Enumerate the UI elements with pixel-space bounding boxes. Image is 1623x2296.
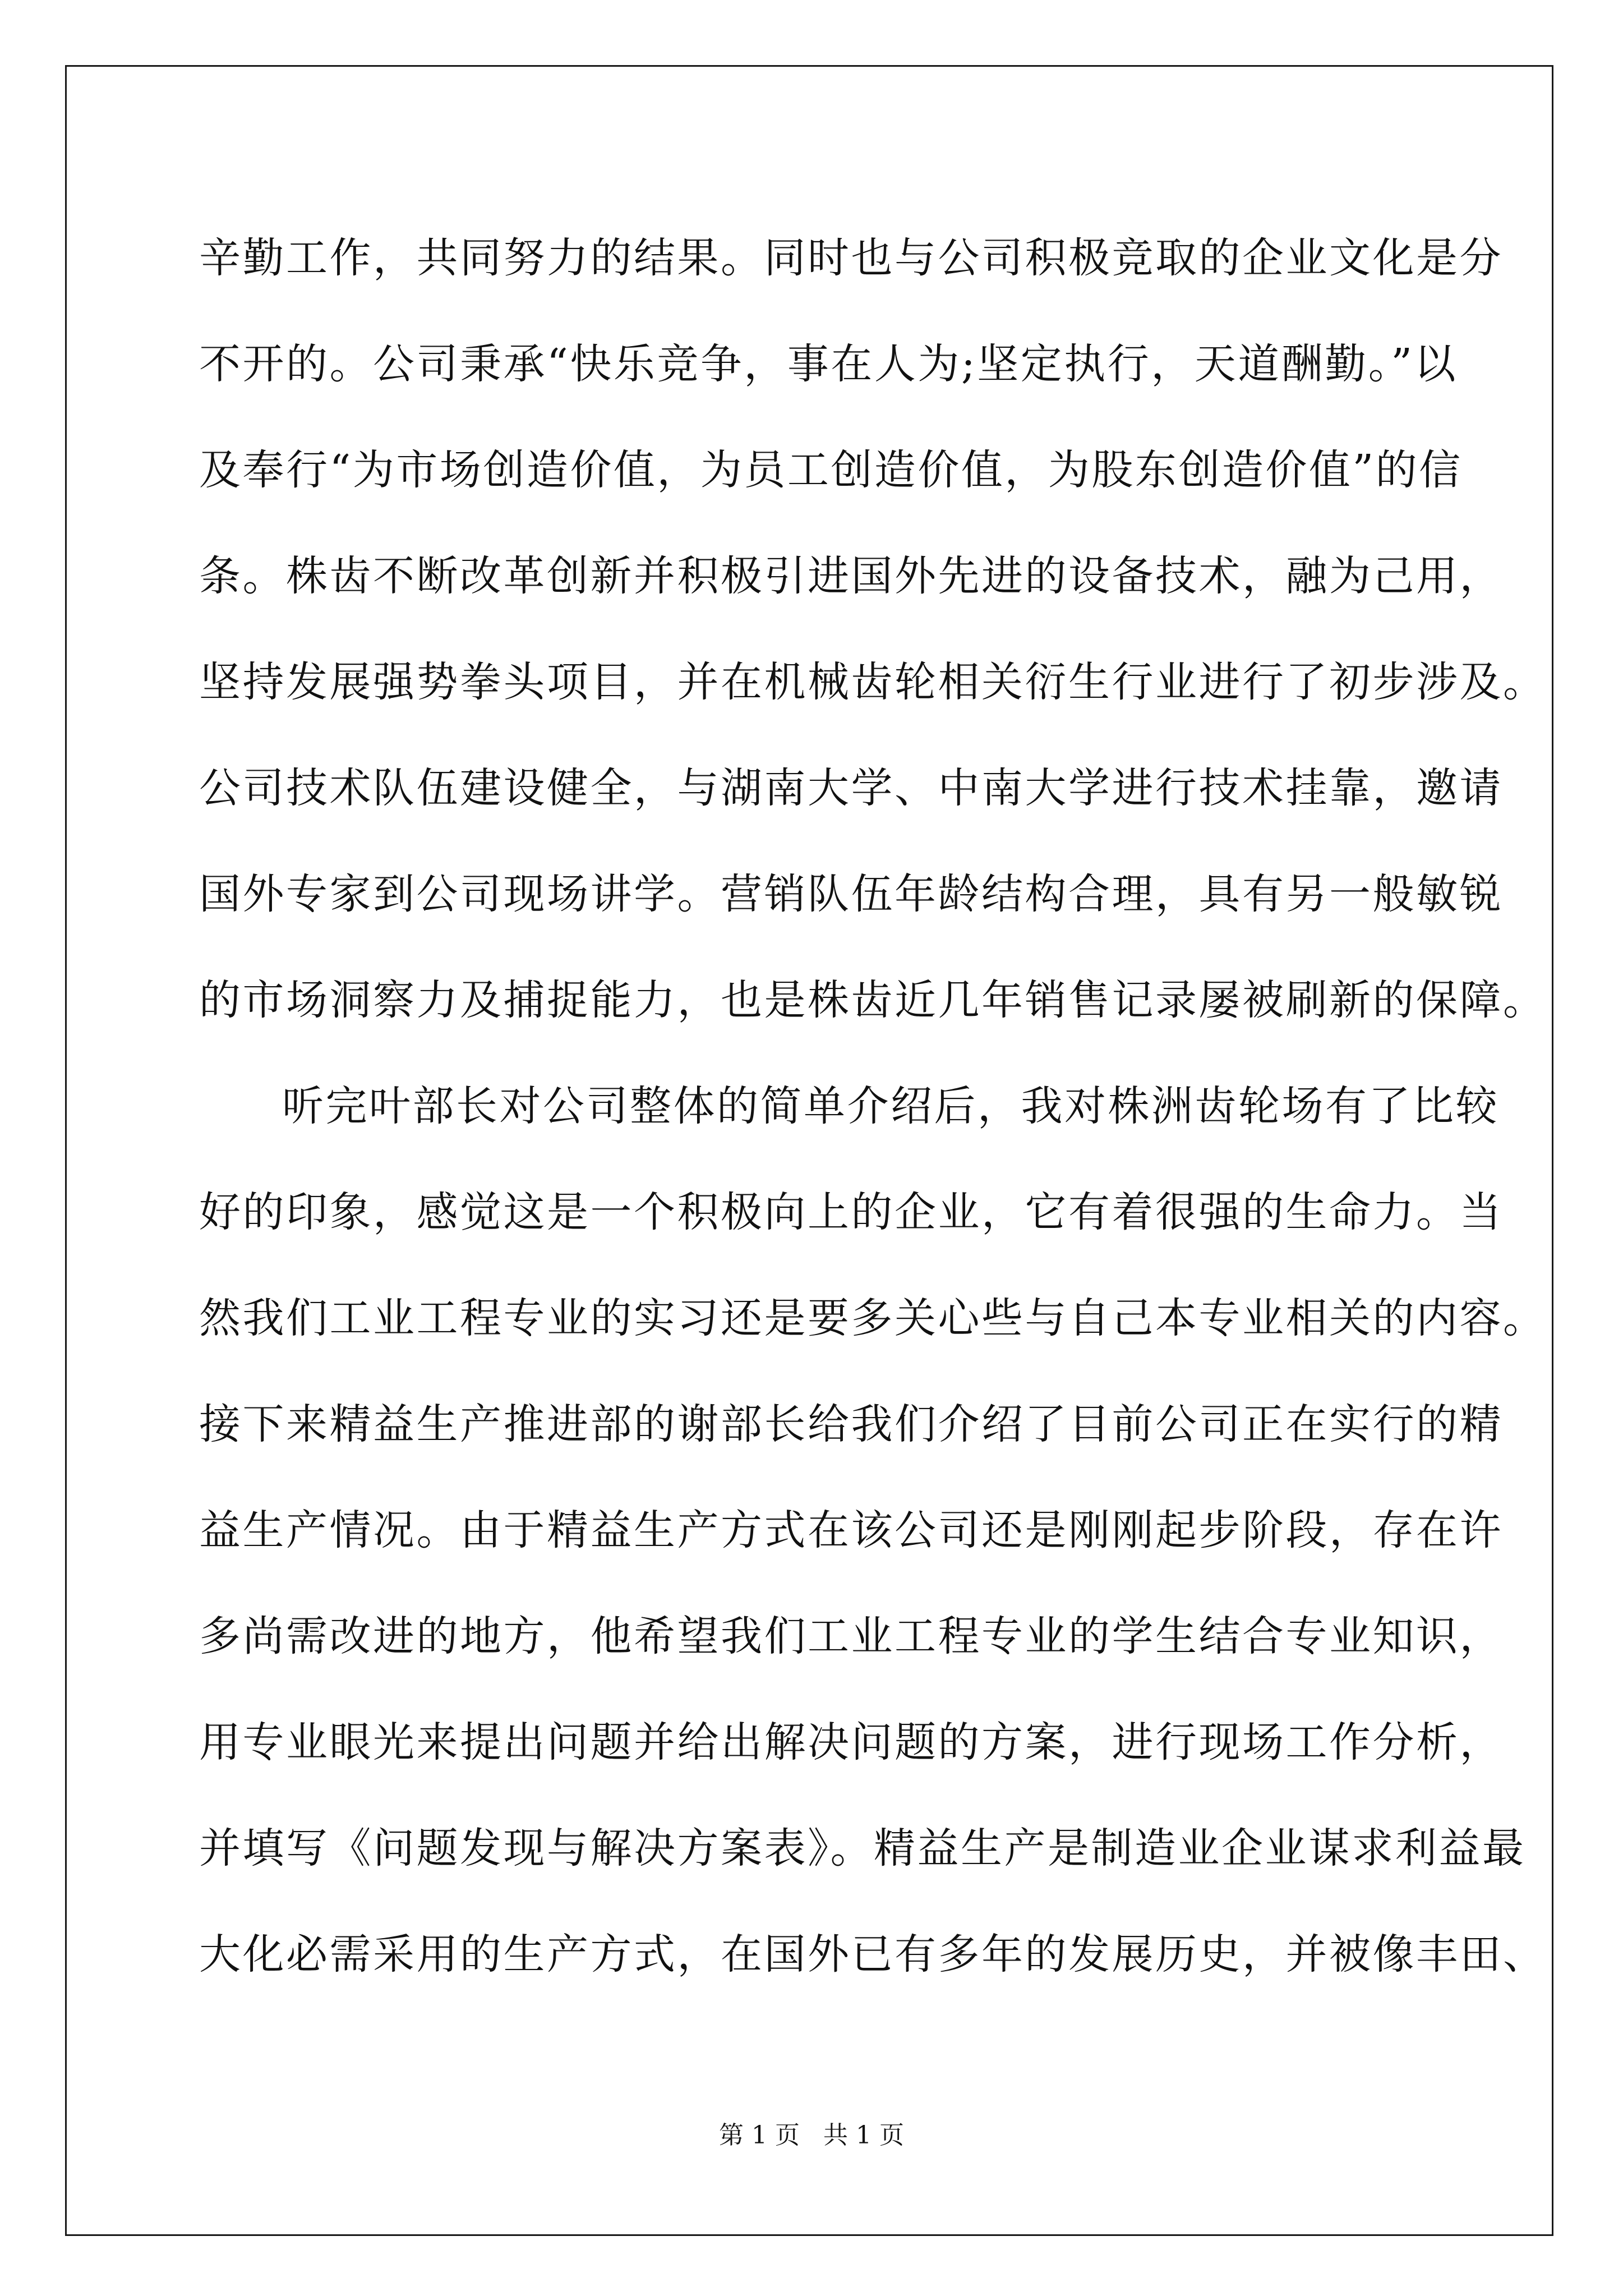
text-line: 不开的。公司秉承“快乐竞争，事在人为;坚定执行，天道酬勤。”以 [199, 340, 1458, 388]
text-line: 用专业眼光来提出问题并给出解决问题的方案，进行现场工作分析， [199, 1718, 1503, 1766]
text-line: 的市场洞察力及捕捉能力，也是株齿近几年销售记录屡被刷新的保障。 [199, 976, 1547, 1024]
text-line: 大化必需采用的生产方式，在国外已有多年的发展历史，并被像丰田、 [199, 1930, 1547, 1978]
text-line: 多尚需改进的地方，他希望我们工业工程专业的学生结合专业知识， [199, 1612, 1503, 1660]
text-line: 辛勤工作，共同努力的结果。同时也与公司积极竞取的企业文化是分 [199, 234, 1503, 282]
text-line: 国外专家到公司现场讲学。营销队伍年龄结构合理，具有另一般敏锐 [199, 870, 1503, 918]
text-line: 并填写《问题发现与解决方案表》。精益生产是制造业企业谋求利益最 [199, 1824, 1526, 1872]
document-body [199, 216, 1547, 2018]
text-line: 益生产情况。由于精益生产方式在该公司还是刚刚起步阶段，存在许 [199, 1506, 1503, 1554]
page-footer: 第 1 页 共 1 页 [719, 2121, 904, 2150]
text-line: 坚持发展强势拳头项目，并在机械齿轮相关衍生行业进行了初步涉及。 [199, 658, 1547, 706]
text-line: 好的印象，感觉这是一个积极向上的企业，它有着很强的生命力。当 [199, 1188, 1503, 1236]
text-line: 公司技术队伍建设健全，与湖南大学、中南大学进行技术挂靠，邀请 [199, 764, 1503, 812]
text-line: 然我们工业工程专业的实习还是要多关心些与自己本专业相关的内容。 [199, 1294, 1547, 1342]
text-line: 接下来精益生产推进部的谢部长给我们介绍了目前公司正在实行的精 [199, 1400, 1503, 1448]
text-line: 听完叶部长对公司整体的简单介绍后，我对株洲齿轮场有了比较 [282, 1082, 1499, 1130]
text-line: 及奉行“为市场创造价值，为员工创造价值，为股东创造价值”的信 [199, 446, 1463, 494]
text-line: 条。株齿不断改革创新并积极引进国外先进的设备技术，融为己用， [199, 552, 1503, 600]
